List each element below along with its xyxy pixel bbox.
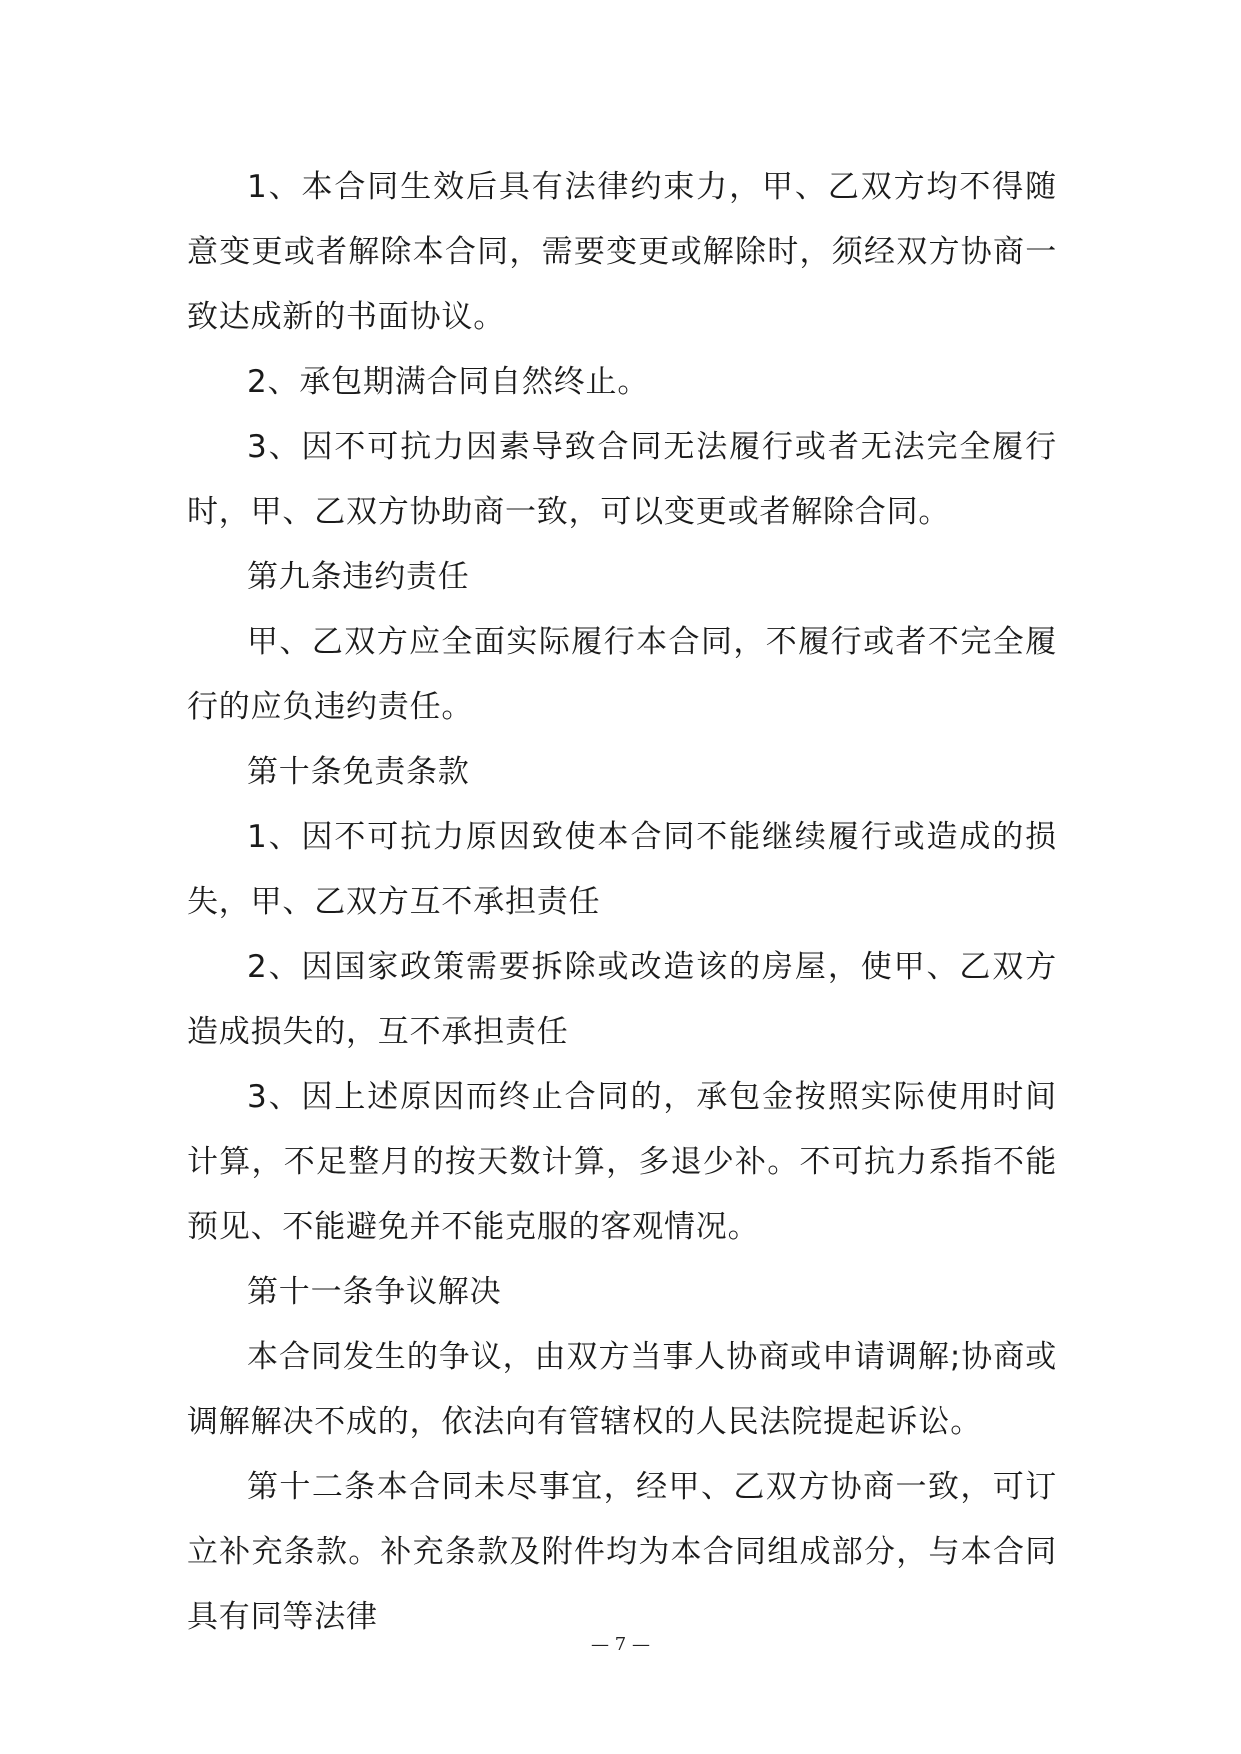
document-body bbox=[187, 155, 1057, 1650]
article-heading: 第十一条争议解决 bbox=[247, 1274, 502, 1310]
clause-paragraph: 第十二条本合同未尽事宜，经甲、乙双方协商一致，可订立补充条款。补充条款及附件均为本合同组成部分，与本合同具有同等法律 bbox=[187, 1469, 1057, 1635]
clause-paragraph: 本合同发生的争议，由双方当事人协商或申请调解;协商或调解解决不成的，依法向有管辖权的人民法院提起诉讼。 bbox=[187, 1339, 1057, 1440]
clause-paragraph: 1、因不可抗力原因致使本合同不能继续履行或造成的损失，甲、乙双方互不承担责任 bbox=[187, 819, 1057, 920]
clause-paragraph: 甲、乙双方应全面实际履行本合同，不履行或者不完全履行的应负违约责任。 bbox=[187, 624, 1057, 725]
article-heading: 第十条免责条款 bbox=[247, 754, 470, 790]
clause-paragraph: 2、因国家政策需要拆除或改造该的房屋，使甲、乙双方造成损失的，互不承担责任 bbox=[187, 949, 1057, 1050]
clause-paragraph: 3、因上述原因而终止合同的，承包金按照实际使用时间计算，不足整月的按天数计算，多退少补。不可抗力系指不能预见、不能避免并不能克服的客观情况。 bbox=[187, 1079, 1057, 1245]
clause-paragraph: 2、承包期满合同自然终止。 bbox=[247, 364, 650, 400]
clause-paragraph: 3、因不可抗力因素导致合同无法履行或者无法完全履行时，甲、乙双方协助商一致，可以变更或者解除合同。 bbox=[187, 429, 1057, 530]
page-number: — 7 — bbox=[591, 1634, 650, 1655]
clause-paragraph: 1、本合同生效后具有法律约束力，甲、乙双方均不得随意变更或者解除本合同，需要变更或解除时，须经双方协商一致达成新的书面协议。 bbox=[187, 169, 1057, 335]
article-heading: 第九条违约责任 bbox=[247, 559, 470, 595]
